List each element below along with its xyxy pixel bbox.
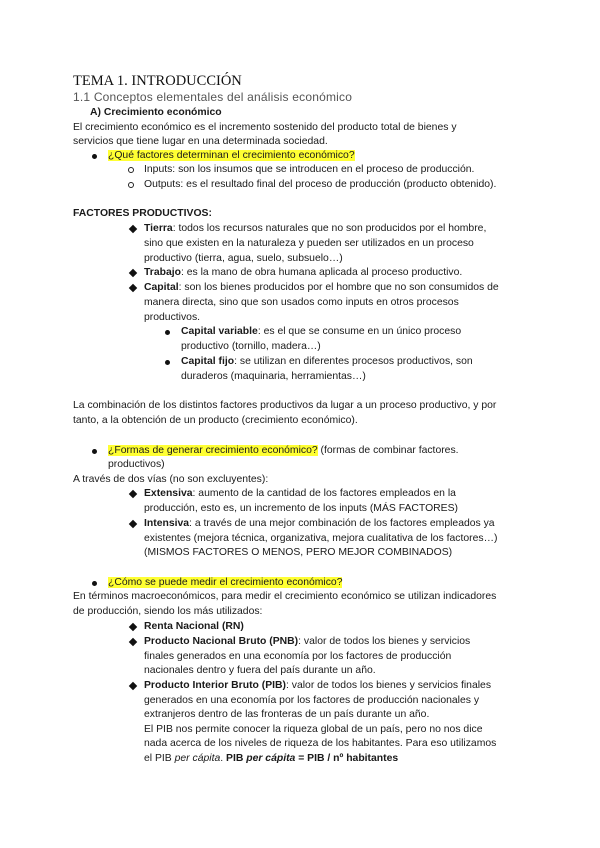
capital-label: Capital	[144, 282, 179, 293]
rn-item: Renta Nacional (RN)	[144, 621, 244, 632]
extensiva-text: : aumento de la cantidad de los factores empleados en la	[192, 488, 456, 499]
pnb-label: Producto Nacional Bruto (PNB)	[144, 636, 299, 647]
formula-b: per cápita	[246, 753, 296, 764]
capital-variable-label: Capital variable	[181, 326, 258, 337]
formula-c: = PIB / nº habitantes	[295, 753, 399, 764]
bullet-dot-icon	[92, 581, 97, 586]
capital-line-1	[144, 281, 499, 294]
diamond-bullet-icon	[129, 520, 137, 528]
extensiva-line-2: producción, esto es, un incremento de los inputs (MÁS FACTORES)	[144, 503, 458, 514]
hollow-bullet-icon	[128, 167, 134, 173]
intensiva-text: : a través de una mejor combinación de los factores empleados ya	[189, 518, 495, 529]
tierra-line-3: productivo (tierra, agua, suelo, subsuelo…)	[144, 253, 343, 264]
diamond-bullet-icon	[129, 490, 137, 498]
trabajo-label: Trabajo	[144, 267, 181, 278]
question-1-highlight: ¿Qué factores determinan el crecimiento económico?	[108, 150, 355, 161]
question-2	[108, 444, 459, 457]
section-heading-a: A) Crecimiento económico	[90, 107, 222, 118]
diamond-bullet-icon	[129, 623, 137, 631]
pnb-line-1	[144, 635, 470, 648]
diamond-bullet-icon	[129, 638, 137, 646]
pib-line-5: nada acerca de los niveles de riqueza de los habitantes. Para eso utilizamos	[144, 738, 497, 749]
capital-text: : son los bienes producidos por el hombre que no son consumidos de	[178, 282, 499, 293]
bullet-dot-icon	[92, 449, 97, 454]
pib-line-4: El PIB nos permite conocer la riqueza global de un país, pero no nos dice	[144, 724, 483, 735]
capital-line-3: productivos.	[144, 312, 201, 323]
inputs-item: Inputs: son los insumos que se introducen en el proceso de producción.	[144, 164, 475, 175]
diamond-bullet-icon	[129, 225, 137, 233]
tierra-line-2: sino que existen en la naturaleza y pueden ser utilizados en un proceso	[144, 238, 474, 249]
page-title: TEMA 1. INTRODUCCIÓN	[73, 73, 242, 89]
pnb-text: : valor de todos los bienes y servicios	[298, 636, 471, 647]
intensiva-line-1	[144, 517, 495, 530]
capital-variable-text: : es el que se consume en un único proceso	[257, 326, 462, 337]
intensiva-line-2: existentes (mejora técnica, organizativa, mejora cualitativa de los factores…)	[144, 533, 498, 544]
question-3	[108, 576, 342, 589]
combinacion-line-1: La combinación de los distintos factores productivos da lugar a un proceso productivo, y por	[73, 400, 497, 411]
tierra-text: : todos los recursos naturales que no son producidos por el hombre,	[172, 223, 487, 234]
pib-line-1	[144, 679, 491, 692]
extensiva-line-1	[144, 487, 456, 500]
intensiva-line-3: (MISMOS FACTORES O MENOS, PERO MEJOR COMBINADOS)	[144, 547, 453, 558]
diamond-bullet-icon	[129, 269, 137, 277]
capital-variable-line-1	[181, 325, 461, 338]
pib-per-capita: per cápita	[174, 753, 221, 764]
diamond-bullet-icon	[129, 284, 137, 292]
intro-line-1: El crecimiento económico es el incremento sostenido del producto total de bienes y	[73, 122, 457, 133]
capital-fijo-label: Capital fijo	[181, 356, 235, 367]
pnb-line-2: finales generados en una economía por los factores de producción	[144, 651, 452, 662]
macro-line-2: de producción, siendo los más utilizados:	[73, 606, 263, 617]
pnb-line-3: nacionales dentro y fuera del país durante un año.	[144, 665, 376, 676]
capital-fijo-line-2: duraderos (maquinaria, herramientas…)	[181, 371, 366, 382]
dos-vias: A través de dos vías (no son excluyentes):	[73, 474, 269, 485]
capital-variable-line-2: productivo (tornillo, madera…)	[181, 341, 321, 352]
pib-label: Producto Interior Bruto (PIB)	[144, 680, 286, 691]
question-2-rest: (formas de combinar factores.	[317, 445, 459, 456]
bullet-dot-icon	[165, 360, 170, 365]
question-3-highlight: ¿Cómo se puede medir el crecimiento económico?	[108, 577, 343, 588]
pib-line-2: generados en una economía por los factores de producción nacionales y	[144, 695, 480, 706]
tierra-line-1	[144, 222, 486, 235]
hollow-bullet-icon	[128, 182, 134, 188]
bullet-dot-icon	[92, 154, 97, 159]
pib-line-3: extranjeros dentro de las fronteras de un país durante un año.	[144, 709, 430, 720]
capital-fijo-line-1	[181, 355, 473, 368]
section-subtitle: 1.1 Conceptos elementales del análisis económico	[73, 90, 353, 104]
pib-text: : valor de todos los bienes y servicios finales	[286, 680, 492, 691]
capital-line-2: manera directa, sino que son usados como inputs en otros procesos	[144, 297, 459, 308]
diamond-bullet-icon	[129, 682, 137, 690]
macro-line-1: En términos macroeconómicos, para medir el crecimiento económico se utilizan indicadores	[73, 591, 497, 602]
capital-fijo-text: : se utilizan en diferentes procesos productivos, son	[234, 356, 473, 367]
pib-line-6	[144, 752, 398, 765]
intensiva-label: Intensiva	[144, 518, 190, 529]
extensiva-label: Extensiva	[144, 488, 193, 499]
pib-dot: .	[220, 753, 227, 764]
factores-heading: FACTORES PRODUCTIVOS:	[73, 208, 212, 219]
question-2-highlight: ¿Formas de generar crecimiento económico?	[108, 445, 318, 456]
question-1	[108, 149, 355, 162]
pib-prefix: el PIB	[144, 753, 175, 764]
combinacion-line-2: tanto, a la obtención de un producto (crecimiento económico).	[73, 415, 358, 426]
bullet-dot-icon	[165, 330, 170, 335]
question-2-line-2: productivos)	[108, 459, 165, 470]
trabajo-line	[144, 266, 462, 279]
tierra-label: Tierra	[144, 223, 173, 234]
trabajo-text: : es la mano de obra humana aplicada al proceso productivo.	[180, 267, 463, 278]
outputs-item: Outputs: es el resultado final del proceso de producción (producto obtenido).	[144, 179, 497, 190]
formula-a: PIB	[226, 753, 247, 764]
intro-line-2: servicios que tiene lugar en una determinada sociedad.	[73, 136, 328, 147]
